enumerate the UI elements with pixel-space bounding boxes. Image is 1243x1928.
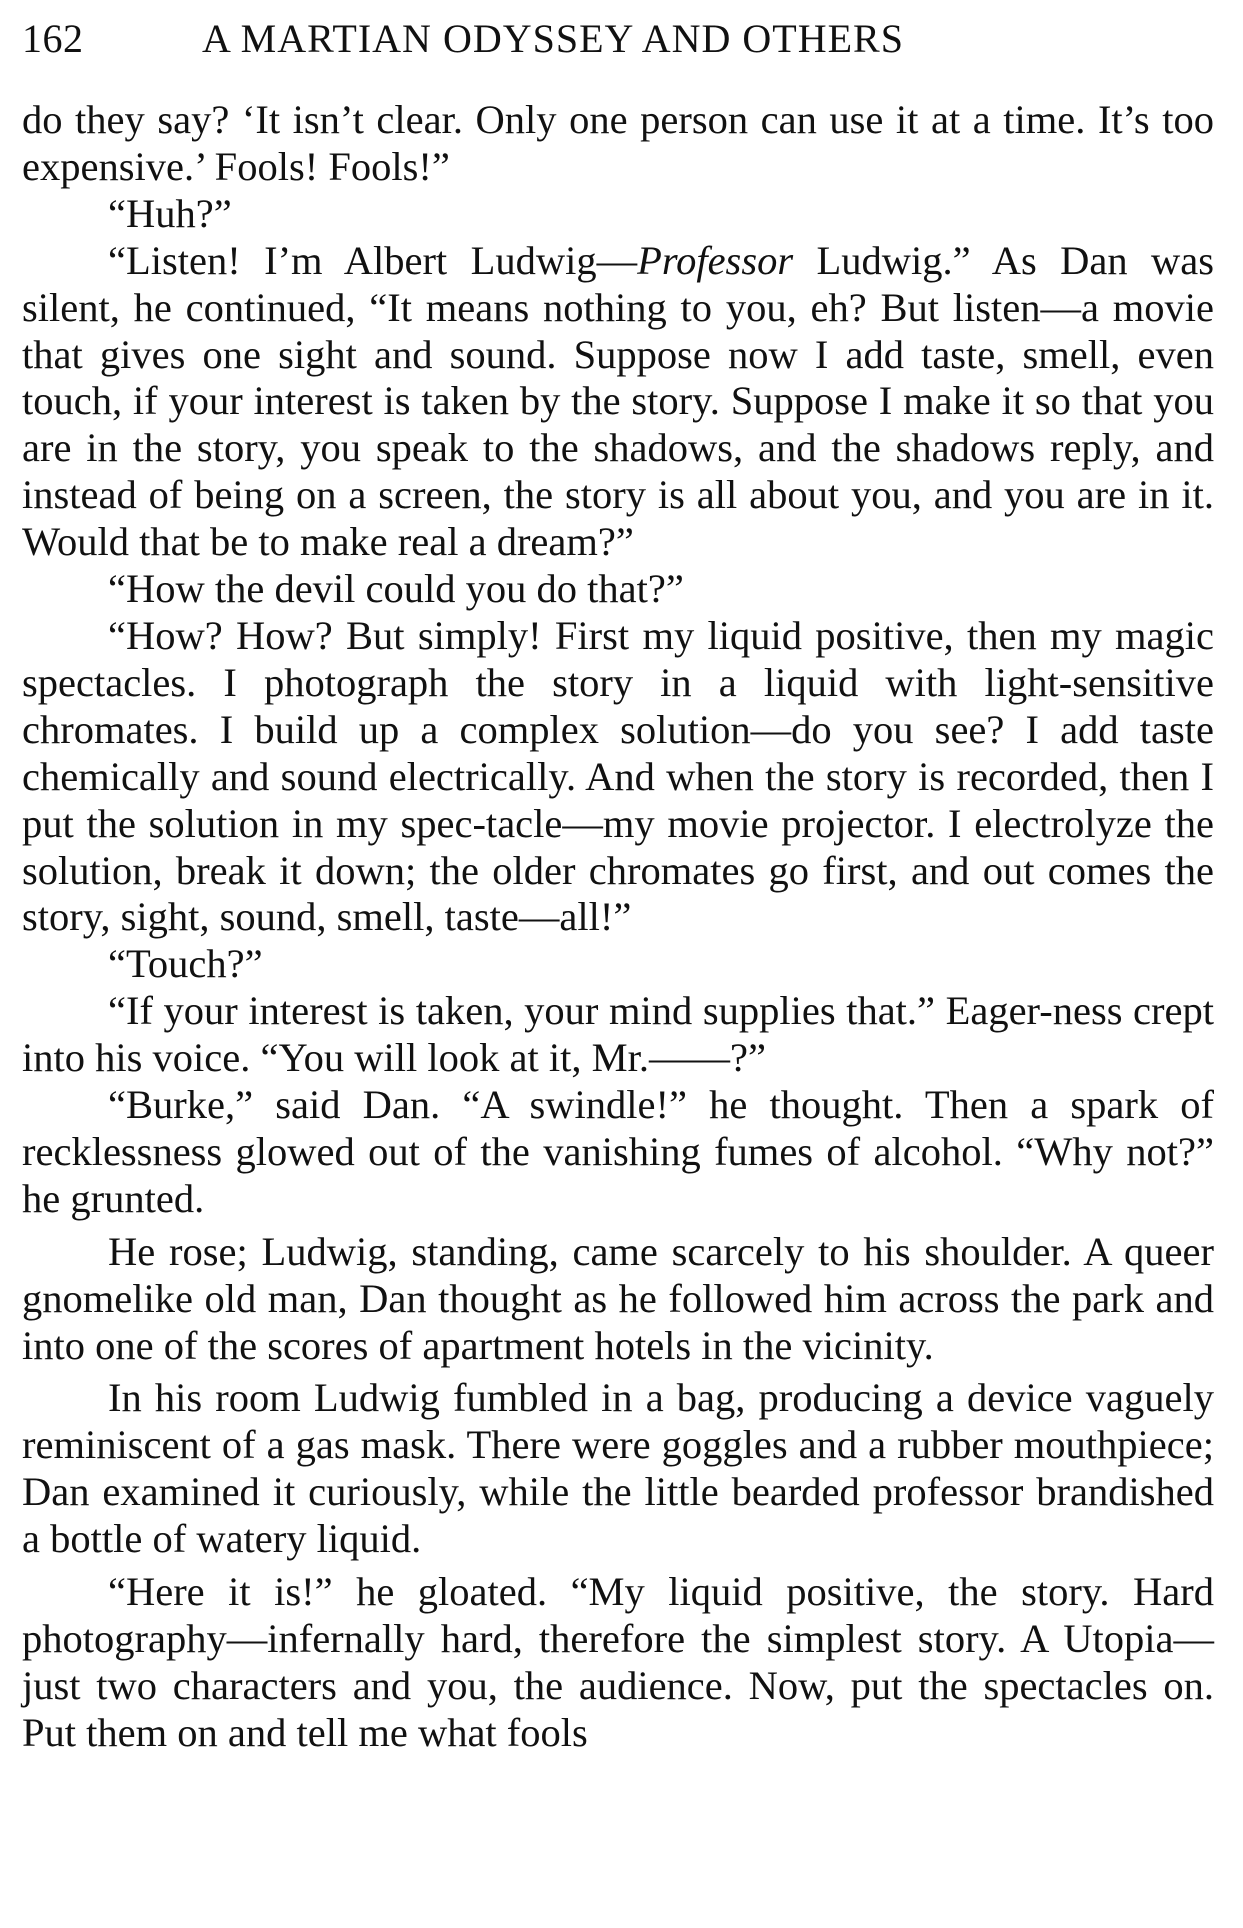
paragraph: [22, 238, 1214, 566]
paragraph: “Burke,” said Dan. “A swindle!” he thought. Then a spark of recklessness glowed out of the vanishing fumes of alcohol. “Why not?” he grunted.: [22, 1082, 1214, 1221]
emphasis-text: Professor: [637, 237, 794, 283]
book-page: [22, 0, 1214, 1757]
paragraph: In his room Ludwig fumbled in a bag, producing a device vaguely reminiscent of a gas mask. There were goggles and a rubber mouthpiece; Dan examined it curiously, while the little bearded professor brandished a bottle of watery liquid.: [22, 1375, 1214, 1562]
paragraph: “If your interest is taken, your mind supplies that.” Eager-ness crept into his voice. “You will look at it, Mr.——?”: [22, 988, 1214, 1081]
paragraph-text: “Listen! I’m Albert Ludwig—: [108, 237, 638, 283]
body-text: [22, 97, 1214, 1757]
paragraph: “Huh?”: [108, 190, 232, 236]
paragraph: “Touch?”: [108, 941, 263, 987]
paragraph: “Here it is!” he gloated. “My liquid positive, the story. Hard photography—infernally hard, therefore the simplest story. A Utopia—just two characters and you, the audience. Now, put the spectacles on. Put them on and tell me what fools: [22, 1569, 1214, 1755]
running-title: A MARTIAN ODYSSEY AND OTHERS: [202, 16, 904, 61]
paragraph: do they say? ‘It isn’t clear. Only one person can use it at a time. It’s too expensive.’ Fools! Fools!”: [22, 97, 1214, 189]
paragraph: “How the devil could you do that?”: [108, 566, 684, 612]
paragraph: He rose; Ludwig, standing, came scarcely to his shoulder. A queer gnomelike old man, Dan thought as he followed him across the park and into one of the scores of apartment hotels in the vicinity.: [22, 1228, 1214, 1368]
paragraph-text: Ludwig.” As Dan was silent, he continued, “It means nothing to you, eh? But listen—a movie that gives one sight and sound. Suppose now I add taste, smell, even touch, if your interest is taken by the story. Suppose I make it so that you are in the story, you speak to the shadows, and the shadows reply, and instead of being on a screen, the story is all about you, and you are in it. Would that be to make real a dream?”: [22, 237, 1214, 565]
running-head: [22, 0, 1214, 68]
page-number: 162: [22, 16, 84, 61]
paragraph: “How? How? But simply! First my liquid positive, then my magic spectacles. I photograph the story in a liquid with light-sensitive chromates. I build up a complex solution—do you see? I add taste chemically and sound electrically. And when the story is recorded, then I put the solution in my spec-tacle—my movie projector. I electrolyze the solution, break it down; the older chromates go first, and out comes the story, sight, sound, smell, taste—all!”: [22, 612, 1214, 940]
